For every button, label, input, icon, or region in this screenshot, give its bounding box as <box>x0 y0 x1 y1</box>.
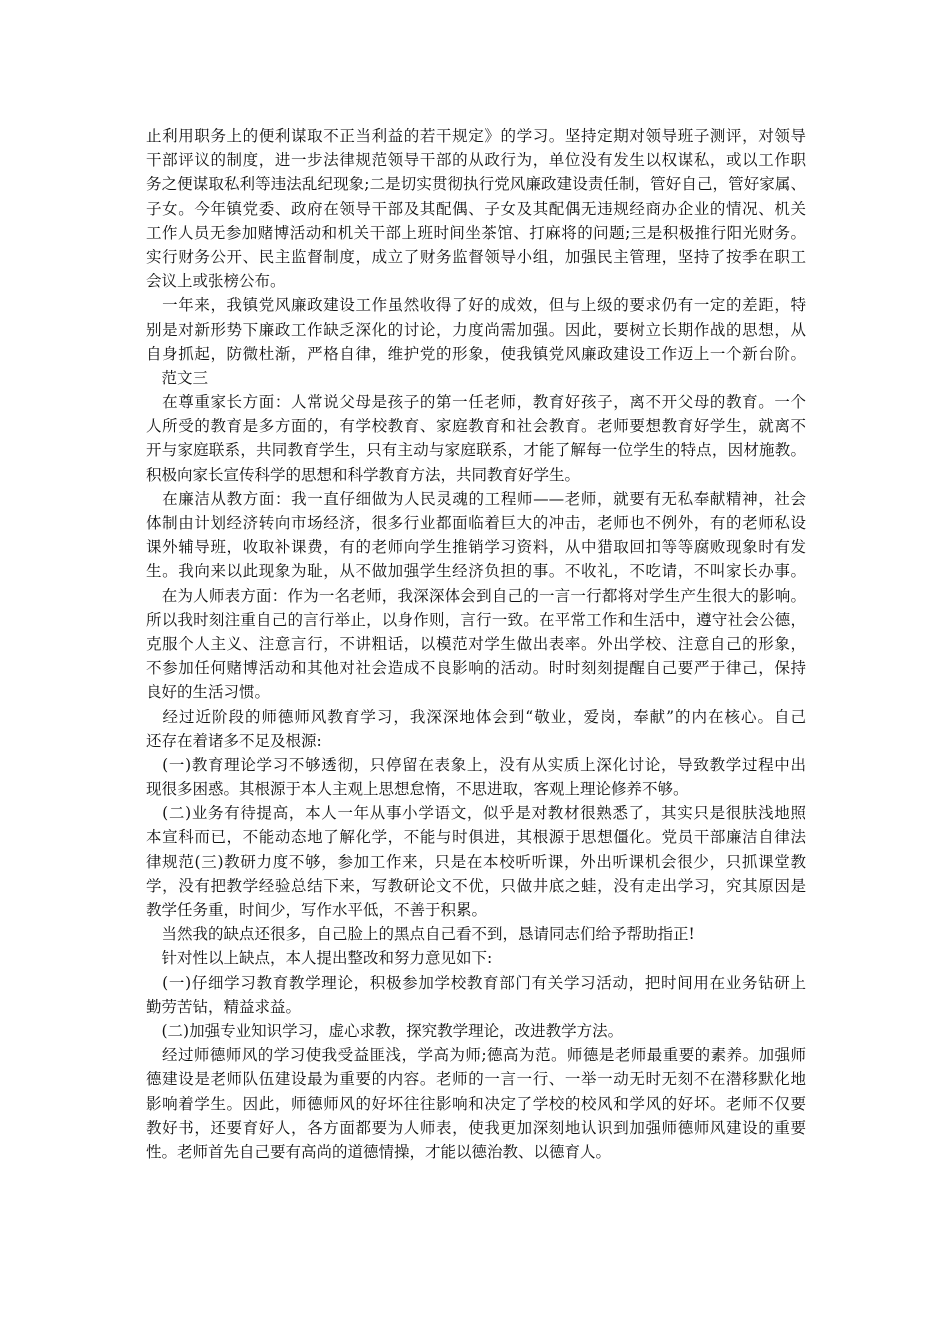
text-line: 生。我向来以此现象为耻，从不做加强学生经济负担的事。不收礼，不吃请，不叫家长办事。 <box>146 562 806 581</box>
text-line: 性。老师首先自己要有高尚的道德情操，才能以德治教、以德育人。 <box>146 1142 612 1161</box>
text-line: 还存在着诸多不足及根源: <box>146 731 322 750</box>
text-line: (二)加强专业知识学习，虚心求教，探究教学理论，改进教学方法。 <box>146 1021 624 1040</box>
text-line: 自身抓起，防微杜渐，严格自律，维护党的形象，使我镇党风廉政建设工作迈上一个新台阶。 <box>146 344 806 363</box>
text-line: 针对性以上缺点，本人提出整改和努力意见如下: <box>146 949 493 968</box>
text-line: (一)教育理论学习不够透彻，只停留在表象上，没有从实质上深化讨论，导致教学过程中出 <box>146 755 806 774</box>
text-line: 会议上或张榜公布。 <box>146 272 286 291</box>
text-line: 子女。今年镇党委、政府在领导干部及其配偶、子女及其配偶无违规经商办企业的情况、机关 <box>146 199 806 218</box>
text-line: 经过师德师风的学习使我受益匪浅，学高为师;德高为范。师德是老师最重要的素养。加强师 <box>146 1046 806 1065</box>
text-line: 不参加任何赌博活动和其他对社会造成不良影响的活动。时时刻刻提醒自己要严于律己，保持 <box>146 659 806 678</box>
text-line: 在为人师表方面：作为一名老师，我深深体会到自己的一言一行都将对学生产生很大的影响。 <box>146 586 806 605</box>
text-line: 克服个人主义、注意言行，不讲粗话，以模范对学生做出表率。外出学校、注意自己的形象， <box>146 634 806 653</box>
text-line: 干部评议的制度，进一步法律规范领导干部的从政行为，单位没有发生以权谋私，或以工作职 <box>146 151 806 170</box>
text-line: 一年来，我镇党风廉政建设工作虽然收得了好的成效，但与上级的要求仍有一定的差距，特 <box>146 296 806 315</box>
text-line: 在尊重家长方面：人常说父母是孩子的第一任老师，教育好孩子，离不开父母的教育。一个 <box>146 393 806 412</box>
document-page <box>146 124 806 1164</box>
text-line: 勤劳苦钻，精益求益。 <box>146 997 302 1016</box>
text-line: 教学任务重，时间少，写作水平低，不善于积累。 <box>146 901 488 919</box>
text-line: 人所受的教育是多方面的，有学校教育、家庭教育和社会教育。老师要想教育好学生，就离不 <box>146 417 806 436</box>
text-line: 律规范(三)教研力度不够，参加工作来，只是在本校听听课，外出听课机会很少，只抓课堂教 <box>146 852 806 871</box>
text-line: 现很多困惑。其根源于本人主观上思想怠惰，不思进取，客观上理论修养不够。 <box>146 780 689 799</box>
text-line: 本宣科而已，不能动态地了解化学，不能与时俱进，其根源于思想僵化。党员干部廉洁自律法 <box>146 828 806 847</box>
text-line: 实行财务公开、民主监督制度，成立了财务监督领导小组，加强民主管理，坚持了按季在职工 <box>146 247 806 266</box>
text-line: 积极向家长宣传科学的思想和科学教育方法，共同教育好学生。 <box>146 465 581 484</box>
text-line: 学，没有把教学经验总结下来，写教研论文不优，只做井底之蛙，没有走出学习，究其原因是 <box>146 876 806 895</box>
text-line: 在廉洁从教方面：我一直仔细做为人民灵魂的工程师——老师，就要有无私奉献精神，社会 <box>146 489 806 508</box>
text-line: 务之便谋取私利等违法乱纪现象;二是切实贯彻执行党风廉政建设责任制，管好自己，管好家属、 <box>146 175 806 194</box>
text-line: 开与家庭联系，共同教育学生，只有主动与家庭联系，才能了解每一位学生的特点，因材施教。 <box>146 441 806 460</box>
text-line: 课外辅导班，收取补课费，有的老师向学生推销学习资料，从中猎取回扣等等腐败现象时有发 <box>146 538 806 557</box>
text-line: 良好的生活习惯。 <box>146 683 271 702</box>
text-line: 工作人员无参加赌博活动和机关干部上班时间坐茶馆、打麻将的问题;三是积极推行阳光财务。 <box>146 223 806 242</box>
text-line: 教好书，还要育好人，各方面都要为人师表，使我更加深刻地认识到加强师德师风建设的重要 <box>146 1118 806 1137</box>
text-line: 影响着学生。因此，师德师风的好坏往往影响和决定了学校的校风和学风的好坏。老师不仅要 <box>146 1094 806 1113</box>
text-line: 当然我的缺点还很多，自己脸上的黑点自己看不到，恳请同志们给予帮助指正! <box>146 925 695 944</box>
text-line: 德建设是老师队伍建设最为重要的内容。老师的一言一行、一举一动无时无刻不在潜移默化地 <box>146 1070 806 1089</box>
text-line: 范文三 <box>146 368 209 387</box>
text-line: 经过近阶段的师德师风教育学习，我深深地体会到“敬业，爱岗，奉献”的内在核心。自己 <box>146 707 806 726</box>
text-line: 止利用职务上的便利谋取不正当利益的若干规定》的学习。坚持定期对领导班子测评，对领导 <box>146 127 806 145</box>
text-line: (二)业务有待提高，本人一年从事小学语文，似乎是对教材很熟悉了，其实只是很肤浅地照 <box>146 804 806 823</box>
text-line: (一)仔细学习教育教学理论，积极参加学校教育部门有关学习活动，把时间用在业务钻研上 <box>146 973 806 992</box>
text-line: 所以我时刻注重自己的言行举止，以身作则，言行一致。在平常工作和生活中，遵守社会公德， <box>146 610 806 629</box>
text-line: 别是对新形势下廉政工作缺乏深化的讨论，力度尚需加强。因此，要树立长期作战的思想，从 <box>146 320 806 339</box>
text-line: 体制由计划经济转向市场经济，很多行业都面临着巨大的冲击，老师也不例外，有的老师私设 <box>146 514 806 532</box>
